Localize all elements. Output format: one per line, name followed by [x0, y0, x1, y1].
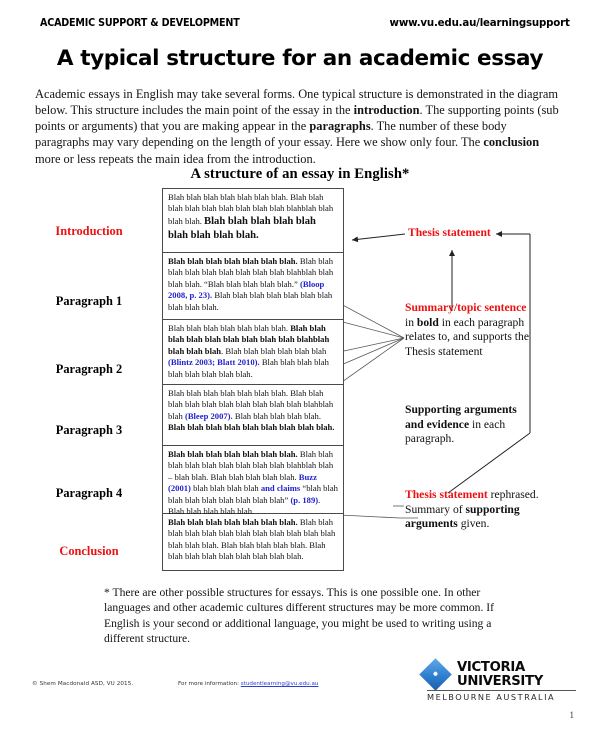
box-introduction [163, 189, 343, 253]
label-paragraph-3: Paragraph 3 [55, 423, 123, 437]
page-title: A typical structure for an academic essay [56, 46, 544, 71]
annotation-thesis-bottom-mid-2: given. [457, 517, 490, 531]
intro-paragraph [35, 86, 563, 167]
p4-plain-1: Blah blah blah blah blah blah blah blah blah blahblah blah – blah blah. Blah blah blah blah blah. [168, 449, 334, 482]
p4-plain-2: blah blah blah blah [190, 483, 261, 494]
box-paragraph-1 [163, 253, 343, 320]
header-department: ACADEMIC SUPPORT & DEVELOPMENT [40, 17, 240, 29]
label-paragraph-4: Paragraph 4 [55, 486, 123, 500]
footer-contact-info [178, 681, 318, 687]
box-conclusion [163, 514, 343, 570]
annotation-thesis-bottom-mid-1: rephrased. Summary of [405, 488, 539, 516]
p4-plain-3: “blah blah blah blah blah blah blah blah blah” [168, 483, 338, 505]
p4-citation-3: (p. 189) [290, 494, 319, 505]
header-website-url: www.vu.edu.au/learningsupport [389, 16, 570, 29]
footer-info-label: For more information: [178, 681, 241, 687]
p3-plain-0: Blah blah blah blah blah blah blah. Blah blah blah blah blah blah blah blah blah blah blahblah blah [168, 388, 334, 421]
page-header [40, 16, 570, 29]
intro-text-4: more or less repeats the main idea from the introduction. [35, 151, 316, 166]
label-introduction: Introduction [55, 224, 123, 238]
p3-topic-sentence: Blah blah blah blah blah blah blah blah blah. [168, 422, 335, 433]
label-paragraph-1: Paragraph 1 [55, 294, 123, 308]
annotation-thesis-bottom-bold: supporting arguments [405, 502, 520, 531]
annotation-supporting-bold: Supporting arguments and evidence [405, 403, 517, 431]
conclusion-topic-sentence: Blah blah blah blah blah blah blah. [168, 517, 298, 527]
annotation-summary-mid-1: in [405, 315, 417, 329]
p1-citation: (Bloop 2008, p. 23). [168, 278, 325, 301]
p2-citation: (Blintz 2003; Blatt 2010). [168, 357, 260, 368]
footer-copyright: © Shem Macdonald ASD, VU 2015. [32, 681, 134, 687]
p4-citation-2: and claims [260, 483, 301, 494]
intro-text-2: . The supporting points (sub points or arguments) that you are making appear in the [35, 103, 559, 134]
annotation-summary-topic-sentence [405, 301, 533, 359]
annotation-thesis-statement-top [408, 226, 588, 241]
p2-plain-1: . Blah blah blah blah blah blah [221, 345, 327, 356]
p1-topic-sentence: Blah blah blah blah blah blah blah. [168, 256, 298, 266]
label-paragraph-2: Paragraph 2 [55, 362, 123, 376]
annotation-summary-bold: bold [416, 315, 439, 329]
box-paragraph-2 [163, 320, 343, 385]
intro-text-1: Academic essays in English may take several forms. One typical structure is demonstrated in the diagram below. This structure includes the main point of the essay in the [35, 87, 559, 118]
intro-box-plain: Blah blah blah blah blah blah blah. Blah blah blah blah blah blah blah blah blah blahblah blah blah blah. [168, 192, 334, 226]
footnote: * There are other possible structures for essays. This is one possible one. In other languages and other academic cultures different structures may be more common. If English is your second or additional language, you might be used to writing using a different structure. [104, 586, 494, 646]
p2-plain-2: Blah blah blah blah blah blah blah blah blah. [168, 357, 329, 379]
essay-boxes-container [162, 188, 344, 571]
intro-bold-paragraphs: paragraphs [309, 119, 371, 134]
footer-email-link[interactable]: studentlearning@vu.edu.au [240, 681, 319, 687]
intro-bold-conclusion: conclusion [483, 135, 540, 150]
annotation-summary-mid-2: in each paragraph relates to, and supports the Thesis statement [405, 315, 529, 358]
annotation-thesis-statement-rephrased [405, 488, 555, 532]
annotation-supporting-rest: in each paragraph. [405, 417, 506, 446]
intro-text-3: . The number of these body paragraphs may vary depending on the length of your essay. Here we show only four. The [35, 119, 507, 150]
box-paragraph-4 [163, 446, 343, 517]
vu-logo-line-2: UNIVERSITY [457, 673, 543, 689]
vu-logo-tagline: MELBOURNE AUSTRALIA [427, 692, 556, 702]
p2-plain-0: Blah blah blah blah blah blah blah. [168, 323, 291, 333]
p3-plain-1: Blah blah blah blah blah. [232, 410, 322, 421]
intro-box-thesis: Blah blah blah blah blah blah blah blah blah. [168, 215, 316, 241]
vu-logo-wordmark [457, 661, 543, 689]
annotation-summary-red: Summary/topic sentence [405, 301, 527, 314]
p4-topic-sentence: Blah blah blah blah blah blah blah. [168, 449, 298, 459]
annotation-supporting-arguments [405, 403, 527, 447]
page-number: 1 [569, 710, 574, 720]
conclusion-plain: Blah blah blah blah blah blah blah blah blah blah blah blah blah blah blah. Blah blah blah blah blah. Blah blah blah blah blah blah blah blah blah. [168, 517, 336, 562]
p3-citation: (Bleep 2007). [184, 410, 233, 421]
box-paragraph-3 [163, 385, 343, 446]
diagram-heading: A structure of an essay in English* [190, 166, 410, 182]
essay-structure-diagram [0, 188, 600, 570]
victoria-university-logo [424, 661, 576, 703]
p4-citation-1: Buzz (2001) [168, 471, 317, 494]
p4-plain-4: . Blah blah blah blah blah. [168, 494, 321, 517]
p1-plain-1: Blah blah blah blah blah blah blah blah blah blahblah blah blah blah. “Blah blah blah blah blah.” [168, 256, 334, 289]
intro-bold-introduction: introduction [353, 103, 420, 118]
vu-logo-line-1: VICTORIA [457, 660, 525, 675]
label-conclusion: Conclusion [59, 544, 119, 558]
p1-plain-2: Blah blah blah blah blah blah blah blah blah blah. [168, 290, 333, 312]
annotation-thesis-top-text: Thesis statement [408, 226, 491, 239]
vu-diamond-icon [419, 658, 452, 691]
annotation-thesis-bottom-red: Thesis statement [405, 488, 488, 501]
vu-logo-divider [427, 690, 576, 691]
p2-topic-sentence: Blah blah blah blah blah blah blah blah blah blahblah blah blah blah [168, 323, 330, 356]
